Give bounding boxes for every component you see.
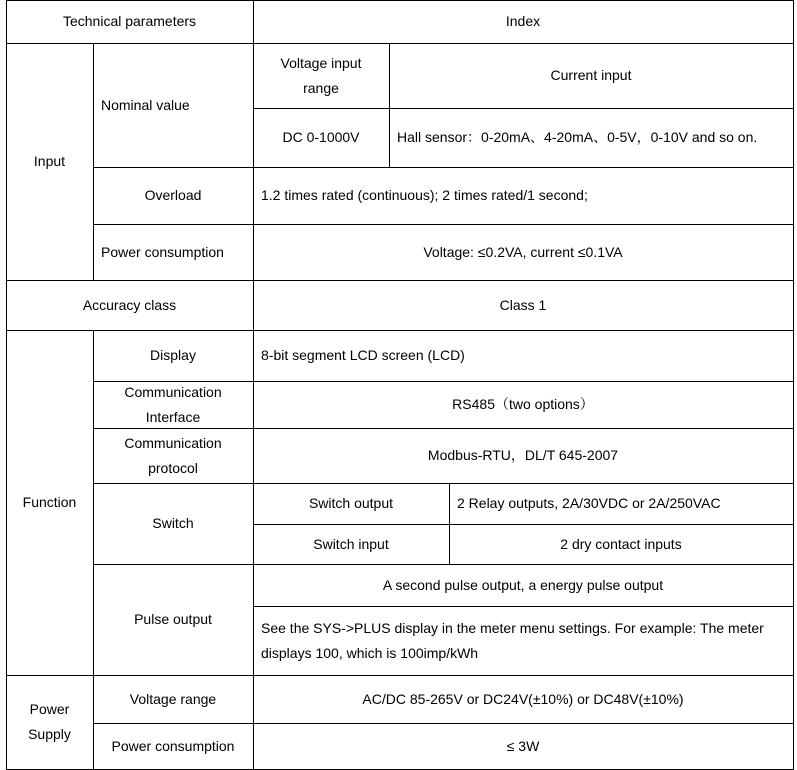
pulse-output-label: Pulse output (134, 611, 212, 627)
display-value: 8-bit segment LCD screen (LCD) (261, 347, 465, 363)
group-function: Function (22, 494, 77, 510)
accuracy-class-label: Accuracy class (82, 296, 177, 313)
input-power-consumption-label: Power consumption (101, 243, 224, 260)
group-input: Input (33, 153, 66, 169)
grid-line (793, 0, 794, 770)
nominal-value-label: Nominal value (101, 96, 190, 113)
switch-output-value: 2 Relay outputs, 2A/30VDC or 2A/250VAC (457, 495, 721, 511)
pulse-output-line1: A second pulse output, a energy pulse output (382, 576, 664, 593)
overload-value: 1.2 times rated (continuous); 2 times rated/1 second; (261, 187, 588, 203)
voltage-input-range-header: Voltage input range (280, 54, 362, 96)
comm-interface-label: Communication Interface (124, 383, 222, 425)
group-power-supply: Power Supply (28, 701, 71, 742)
comm-protocol-value: Modbus-RTU，DL/T 645-2007 (427, 447, 619, 463)
voltage-range-value: AC/DC 85-265V or DC24V(±10%) or DC48V(±10%) (362, 690, 684, 707)
display-label: Display (150, 347, 196, 363)
supply-power-consumption-label: Power consumption (111, 737, 235, 754)
comm-protocol-label: Communication protocol (124, 434, 222, 476)
accuracy-class-value: Class 1 (499, 296, 547, 313)
pulse-output-line2: See the SYS->PLUS display in the meter menu settings. For example: The meter displays 100, which is 100imp/kWh (261, 619, 764, 661)
header-technical-parameters: Technical parameters (62, 13, 197, 29)
supply-power-consumption-value: ≤ 3W (506, 737, 540, 754)
voltage-input-value: DC 0-1000V (282, 129, 360, 145)
current-input-value: Hall sensor：0-20mA、4-20mA、0-5V，0-10V and so on. (397, 129, 758, 145)
comm-interface-value: RS485（two options） (452, 396, 594, 412)
current-input-header: Current input (550, 67, 632, 83)
switch-label: Switch (152, 515, 194, 531)
switch-input-value: 2 dry contact inputs (560, 535, 682, 552)
voltage-range-label: Voltage range (129, 690, 217, 707)
input-power-consumption-value: Voltage: ≤0.2VA, current ≤0.1VA (423, 243, 623, 260)
switch-input-label: Switch input (313, 535, 389, 552)
header-index: Index (505, 13, 541, 29)
switch-output-label: Switch output (308, 495, 394, 511)
overload-label: Overload (144, 187, 202, 203)
